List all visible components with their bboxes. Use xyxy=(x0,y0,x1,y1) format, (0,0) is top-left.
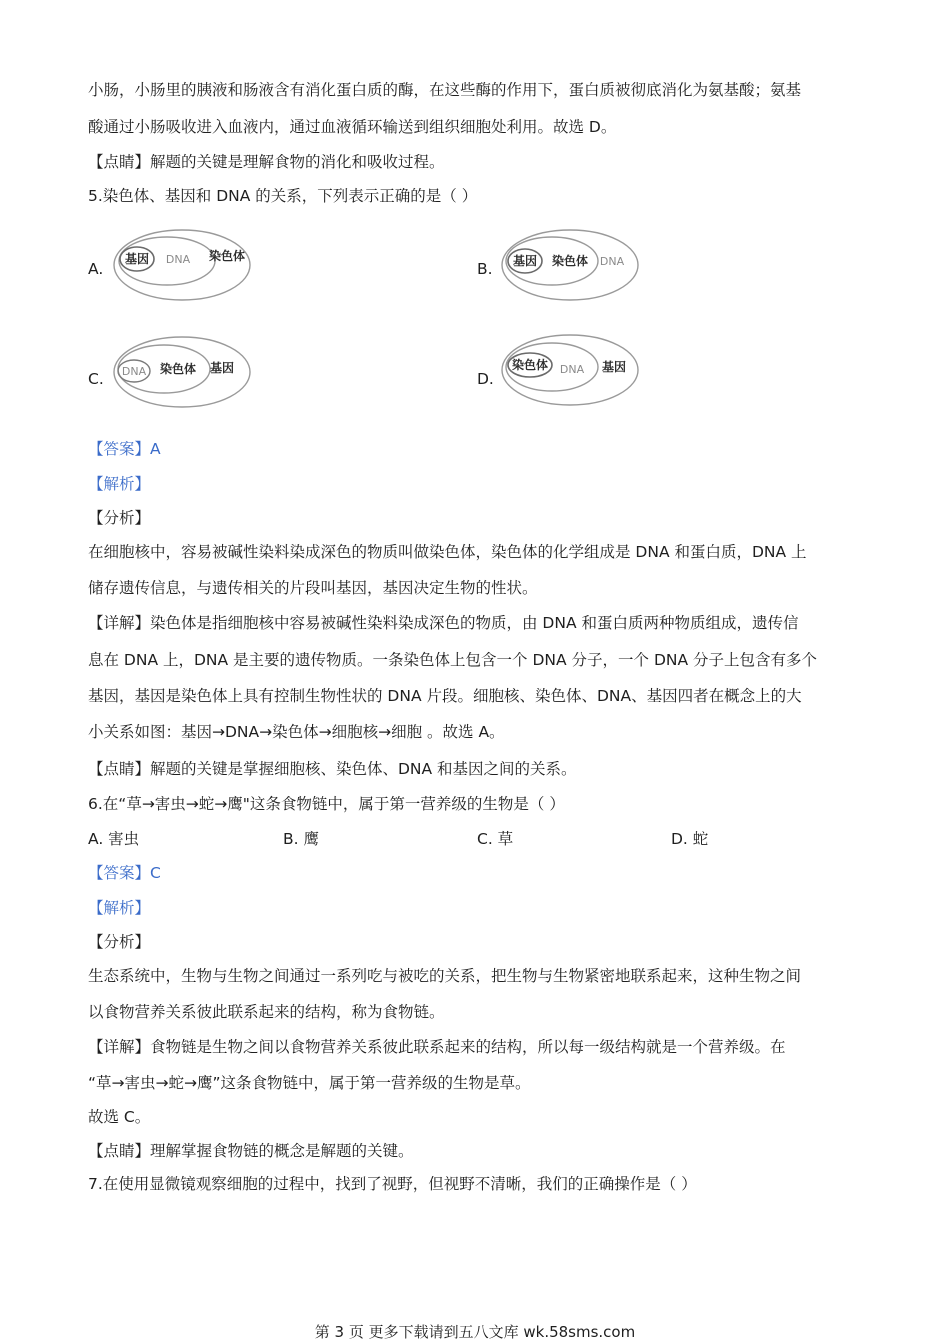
text-line: 故选 C。 xyxy=(88,1108,151,1126)
page-footer: 第 3 页 更多下载请到五八文库 wk.58sms.com xyxy=(314,1323,636,1341)
text-line: 小肠，小肠里的胰液和肠液含有消化蛋白质的酶，在这些酶的作用下，蛋白质被彻底消化为氨基酸；氨基 xyxy=(88,81,802,99)
middle-label: 染色体 xyxy=(159,362,197,376)
question-6-stem: 6.在“草→害虫→蛇→鹰"这条食物链中，属于第一营养级的生物是（ ） xyxy=(88,795,565,813)
q5-option-b-label[interactable]: B. xyxy=(477,260,493,278)
outer-label: 基因 xyxy=(209,361,235,375)
q6-option-d[interactable]: D. 蛇 xyxy=(671,830,709,848)
text-line: 息在 DNA 上，DNA 是主要的遗传物质。一条染色体上包含一个 DNA 分子，一个 DNA 分子上包含有多个 xyxy=(88,651,818,669)
q5-option-c-label[interactable]: C. xyxy=(88,370,104,388)
middle-label: 染色体 xyxy=(551,254,589,268)
text-line: 生态系统中，生物与生物之间通过一系列吃与被吃的关系，把生物与生物紧密地联系起来，这种生物之间 xyxy=(88,967,802,985)
q5-fenxi-heading: 【分析】 xyxy=(88,509,151,527)
text-line: 【点睛】解题的关键是理解食物的消化和吸收过程。 xyxy=(88,153,445,171)
q6-option-c[interactable]: C. 草 xyxy=(477,830,514,848)
text-line: 【点睛】理解掌握食物链的概念是解题的关键。 xyxy=(88,1142,414,1160)
outer-label: 基因 xyxy=(601,360,627,374)
q5-option-d-diagram[interactable] xyxy=(500,333,640,408)
text-line: 【详解】染色体是指细胞核中容易被碱性染料染成深色的物质，由 DNA 和蛋白质两种物质组成，遗传信 xyxy=(88,614,799,632)
middle-label: DNA xyxy=(559,363,585,376)
answer-tag: 【答案】A xyxy=(88,440,161,458)
text-line: 酸通过小肠吸收进入血液内，通过血液循环输送到组织细胞处利用。故选 D。 xyxy=(88,118,617,136)
q5-option-b-diagram[interactable] xyxy=(500,228,640,303)
inner-label: 基因 xyxy=(124,252,150,266)
outer-label: DNA xyxy=(599,255,625,268)
inner-label: DNA xyxy=(121,365,147,378)
question-7-stem: 7.在使用显微镜观察细胞的过程中，找到了视野，但视野不清晰，我们的正确操作是（ ） xyxy=(88,1175,697,1193)
q6-option-a[interactable]: A. 害虫 xyxy=(88,830,140,848)
q5-jiexi-heading: 【解析】 xyxy=(88,475,151,493)
q5-option-a-diagram[interactable] xyxy=(112,228,252,303)
q6-fenxi-heading: 【分析】 xyxy=(88,933,151,951)
outer-label: 染色体 xyxy=(208,249,246,263)
q6-jiexi-heading: 【解析】 xyxy=(88,899,151,917)
text-line: 小关系如图：基因→DNA→染色体→细胞核→细胞 。故选 A。 xyxy=(88,723,505,741)
text-line: 基因，基因是染色体上具有控制生物性状的 DNA 片段。细胞核、染色体、DNA、基因四者在概念上的大 xyxy=(88,687,802,705)
q5-option-a-label[interactable]: A. xyxy=(88,260,104,278)
text-line: “草→害虫→蛇→鹰”这条食物链中，属于第一营养级的生物是草。 xyxy=(88,1074,531,1092)
question-5-stem: 5.染色体、基因和 DNA 的关系，下列表示正确的是（ ） xyxy=(88,187,478,205)
inner-label: 基因 xyxy=(512,254,538,268)
answer-tag: 【答案】C xyxy=(88,864,161,882)
q5-option-d-label[interactable]: D. xyxy=(477,370,494,388)
q5-option-c-diagram[interactable] xyxy=(112,335,252,410)
text-line: 以食物营养关系彼此联系起来的结构，称为食物链。 xyxy=(88,1003,445,1021)
q6-option-b[interactable]: B. 鹰 xyxy=(283,830,319,848)
text-line: 在细胞核中，容易被碱性染料染成深色的物质叫做染色体，染色体的化学组成是 DNA 和蛋白质，DNA 上 xyxy=(88,543,807,561)
text-line: 【详解】食物链是生物之间以食物营养关系彼此联系起来的结构，所以每一级结构就是一个营养级。在 xyxy=(88,1038,786,1056)
text-line: 储存遗传信息，与遗传相关的片段叫基因，基因决定生物的性状。 xyxy=(88,579,538,597)
middle-label: DNA xyxy=(165,253,191,266)
text-line: 【点睛】解题的关键是掌握细胞核、染色体、DNA 和基因之间的关系。 xyxy=(88,760,577,778)
q5-answer xyxy=(88,439,868,459)
q6-answer xyxy=(88,863,868,883)
inner-label: 染色体 xyxy=(511,358,549,372)
